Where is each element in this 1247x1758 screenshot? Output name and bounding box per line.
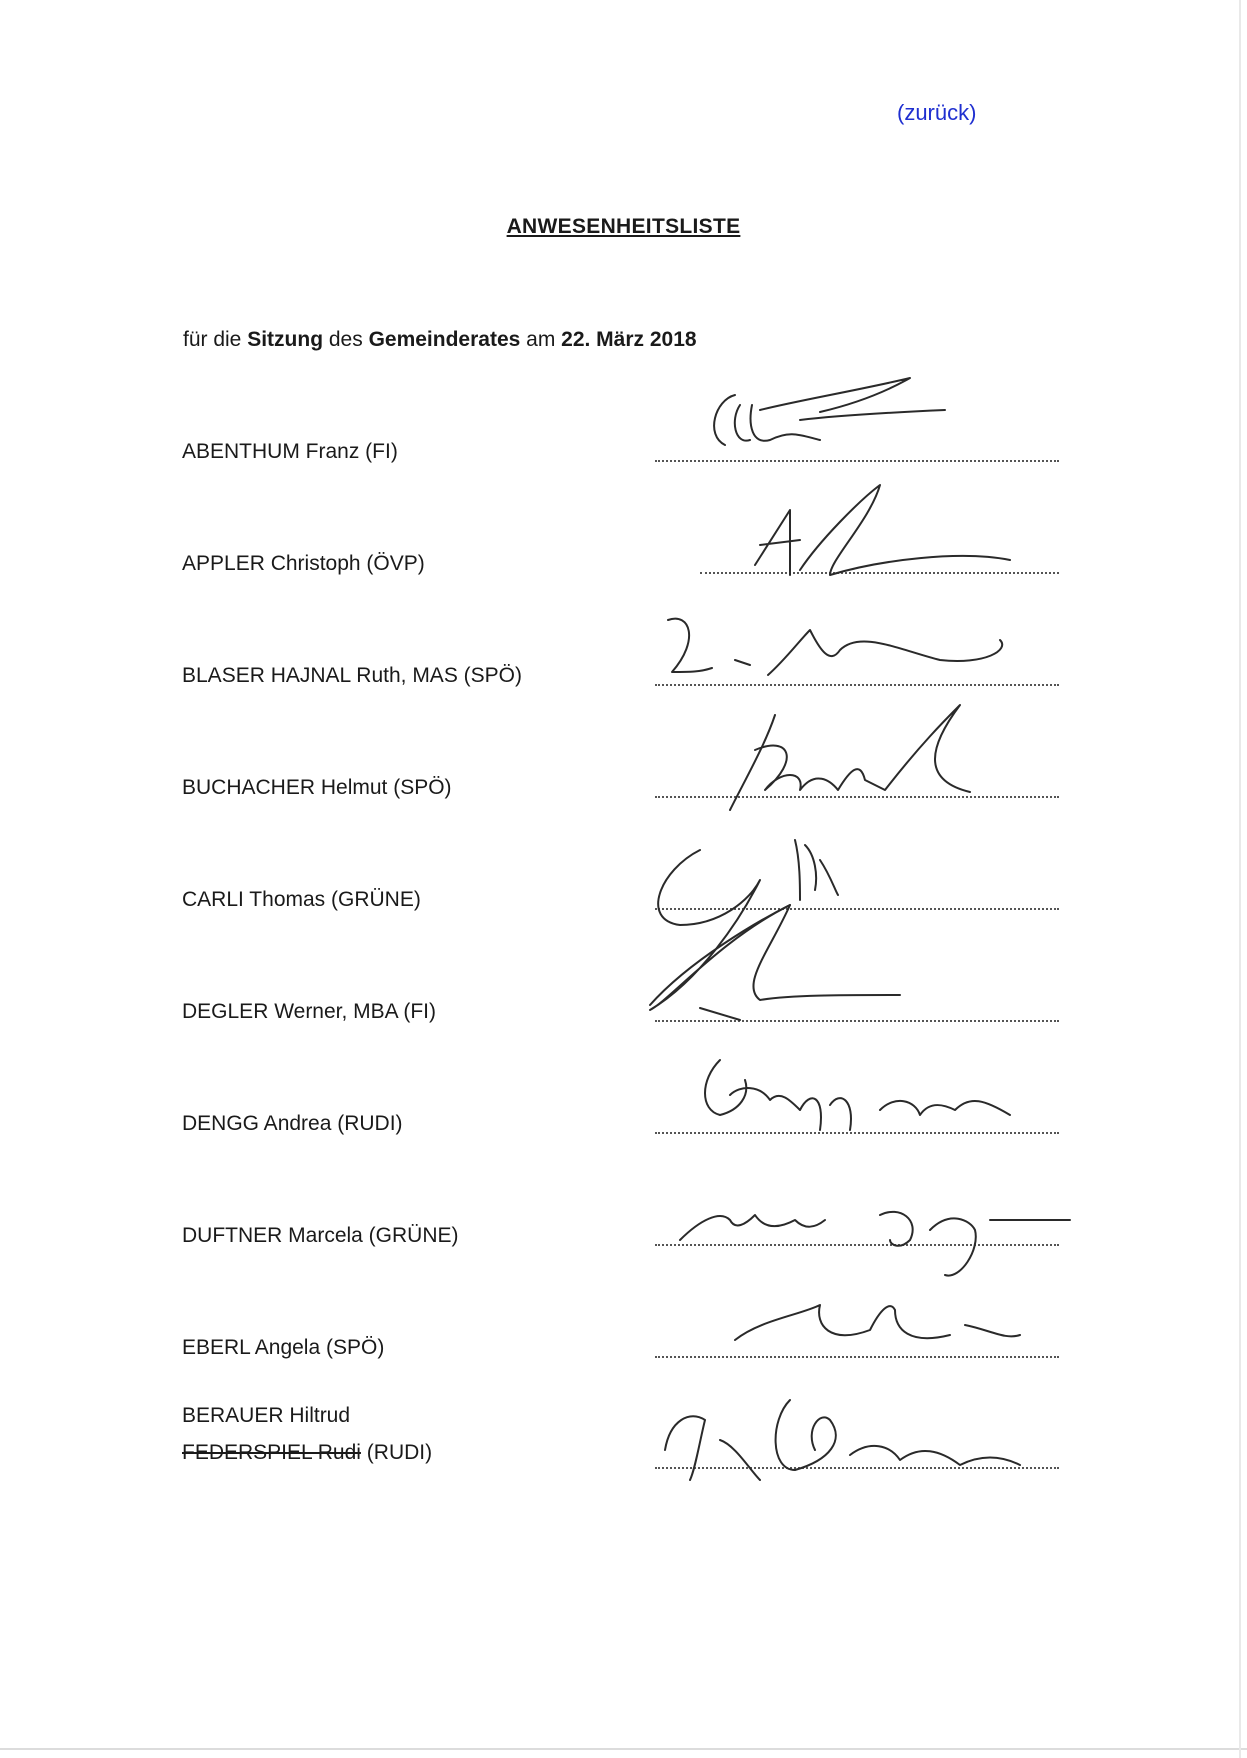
back-link[interactable]: (zurück) bbox=[897, 100, 977, 125]
member-name: CARLI Thomas (GRÜNE) bbox=[182, 888, 421, 911]
scan-edge bbox=[1239, 0, 1241, 1758]
signature-line bbox=[655, 908, 1059, 910]
attendance-row bbox=[0, 858, 1247, 918]
scan-edge bbox=[0, 1748, 1247, 1750]
member-name-substitute bbox=[182, 1397, 432, 1471]
meeting-intro: für die Sitzung des Gemeinderates am 22. März 2018 bbox=[183, 328, 697, 351]
attendance-row bbox=[0, 634, 1247, 694]
attendance-row bbox=[0, 410, 1247, 470]
signature-line bbox=[655, 1244, 1059, 1246]
member-name: DUFTNER Marcela (GRÜNE) bbox=[182, 1224, 459, 1247]
signature-line bbox=[655, 1020, 1059, 1022]
party-label: (RUDI) bbox=[360, 1441, 433, 1464]
member-name: BLASER HAJNAL Ruth, MAS (SPÖ) bbox=[182, 664, 522, 687]
member-name: BUCHACHER Helmut (SPÖ) bbox=[182, 776, 452, 799]
attendance-row bbox=[0, 1306, 1247, 1366]
signature-line bbox=[700, 572, 1059, 574]
signature-line bbox=[655, 460, 1059, 462]
signature-line bbox=[655, 1467, 1059, 1469]
signature-line bbox=[655, 1132, 1059, 1134]
attendance-row bbox=[0, 970, 1247, 1030]
attendance-row bbox=[0, 522, 1247, 582]
signature-line bbox=[655, 796, 1059, 798]
member-name: APPLER Christoph (ÖVP) bbox=[182, 552, 425, 575]
member-name: DENGG Andrea (RUDI) bbox=[182, 1112, 403, 1135]
signature-line bbox=[655, 684, 1059, 686]
signature-line bbox=[655, 1356, 1059, 1358]
attendance-row bbox=[0, 1377, 1247, 1477]
struck-member bbox=[182, 1434, 432, 1471]
document-title: ANWESENHEITSLISTE bbox=[506, 215, 741, 238]
struck-name: FEDERSPIEL Rudi bbox=[182, 1441, 361, 1464]
member-name: DEGLER Werner, MBA (FI) bbox=[182, 1000, 436, 1023]
member-name: EBERL Angela (SPÖ) bbox=[182, 1336, 385, 1359]
substitute-name: BERAUER Hiltrud bbox=[182, 1404, 351, 1427]
member-name: ABENTHUM Franz (FI) bbox=[182, 440, 398, 463]
attendance-row bbox=[0, 1082, 1247, 1142]
attendance-row bbox=[0, 746, 1247, 806]
attendance-row bbox=[0, 1194, 1247, 1254]
